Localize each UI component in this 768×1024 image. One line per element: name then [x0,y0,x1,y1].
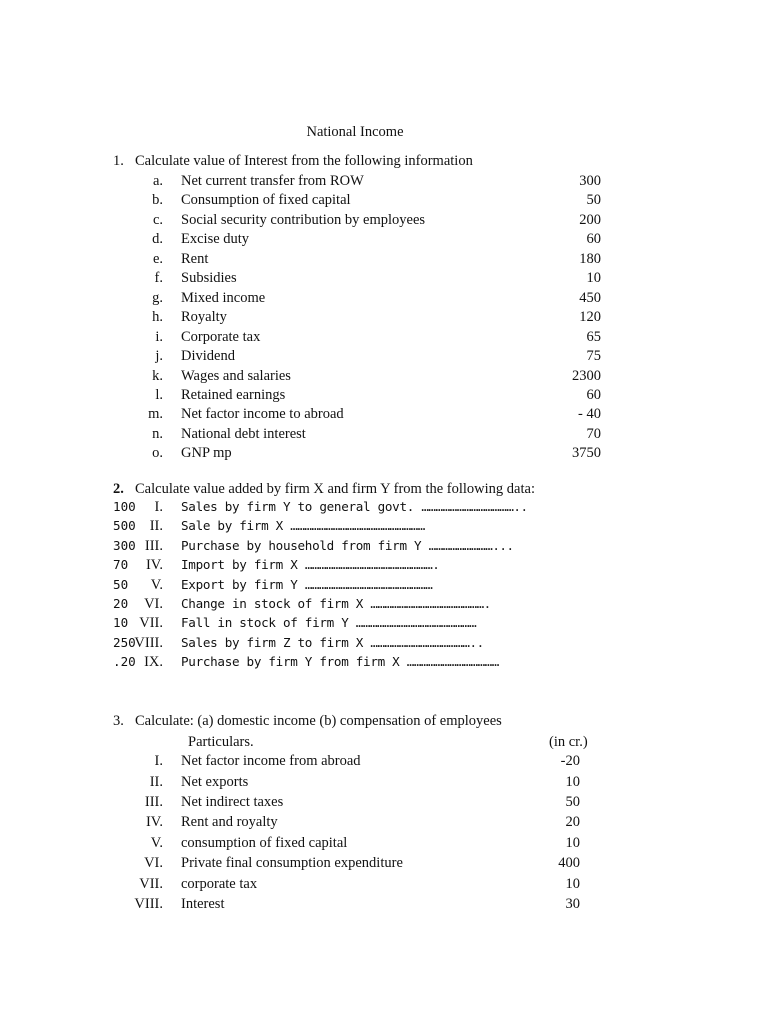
item-label: l. [155,386,163,403]
item-label: b. [152,192,163,209]
list-item [113,774,613,793]
item-label: d. [152,231,163,248]
leader-dots: ………………………………….. [421,499,528,514]
item-label: V. [150,834,163,851]
question-prompt: Calculate value of Interest from the following information [135,153,473,169]
item-value: 20 [565,814,580,831]
list-item [113,290,613,309]
question-prompt: Calculate value added by firm X and firm Y from the following data: [135,481,535,497]
list-item [113,753,613,772]
item-label: III. [144,793,163,810]
item-description: Purchase by firm Y from firm X [181,654,400,670]
item-description: Interest [181,896,225,913]
item-value: 65 [586,328,601,345]
item-value: 400 [558,855,580,872]
list-item [113,231,613,250]
item-description: Dividend [181,348,235,364]
list-item [113,192,613,211]
item-description: Fall in stock of firm Y [181,615,349,631]
item-text [181,753,361,770]
item-label: j. [155,348,163,364]
list-item [113,387,613,406]
item-label: f. [154,270,163,287]
list-item [113,348,613,367]
item-description: Corporate tax [181,328,261,345]
list-item [113,368,613,387]
leader-dots: …………………………………….. [370,634,484,650]
item-label: II. [149,518,163,535]
item-label: I. [154,753,163,769]
item-description: Sale by firm X [181,518,283,534]
item-value: 3750 [572,445,601,462]
item-text [181,251,208,268]
item-label: VIII. [134,896,163,913]
list-item [113,557,613,576]
item-text [181,835,347,852]
list-item [113,876,613,895]
leader-dots: ……………………………………………… [304,576,433,592]
item-description: Net factor income to abroad [181,406,344,423]
item-label: c. [152,211,163,228]
item-label: h. [152,309,163,326]
item-description: Change in stock of firm X [181,596,364,611]
item-value: 10 [565,773,580,790]
question-number: 2. [113,481,124,497]
item-description: National debt interest [181,425,306,442]
item-text [181,794,283,811]
list-item [113,329,613,348]
item-text [181,270,237,287]
item-text [181,387,285,404]
item-value: 250 [113,634,136,650]
item-value: 2300 [572,367,601,384]
item-description: Retained earnings [181,386,286,403]
item-description: Social security contribution by employees [181,211,426,228]
item-description: Subsidies [181,270,237,287]
item-text [181,518,425,533]
item-value: -20 [560,753,580,769]
item-text [181,406,344,423]
list-item [113,654,613,673]
item-text [181,309,227,326]
leader-dots: ………………………... [428,537,514,553]
item-text [181,290,265,307]
list-item [113,855,613,874]
list-item [113,835,613,854]
item-label: V. [150,576,163,593]
item-text [181,212,425,229]
item-value: 30 [565,896,580,913]
item-label: VII. [139,615,163,632]
item-value: 450 [579,289,601,306]
leader-dots: ………………………………… [406,654,499,670]
item-value: 10 [565,875,580,892]
item-text [181,192,351,209]
item-value: 10 [113,615,129,631]
item-label: o. [152,445,163,462]
item-text [181,231,249,248]
item-value: 50 [586,192,601,209]
item-label: g. [152,289,163,306]
item-text [181,499,528,514]
list-item [113,309,613,328]
item-label: IX. [144,654,163,671]
leader-dots: ………………………………………………… [290,518,425,534]
item-value: 50 [565,793,580,810]
item-value: - 40 [578,406,601,423]
item-value: 50 [113,576,129,592]
item-description: Rent [181,250,209,267]
item-description: Net current transfer from ROW [181,173,364,189]
item-value: 100 [113,499,136,514]
item-description: Export by firm Y [181,576,298,592]
item-label: I. [154,499,163,515]
page-title: National Income [306,124,404,140]
particulars-header: Particulars. [188,734,254,750]
item-text [181,654,499,669]
list-item [113,538,613,557]
list-item [113,406,613,425]
item-description: Royalty [181,309,227,326]
item-description: GNP mp [181,445,232,462]
item-label: VI. [144,596,163,612]
item-value: 10 [565,834,580,851]
item-value: 60 [586,231,601,248]
leader-dots: …………………………………………. [370,596,491,611]
item-text [181,896,224,913]
question-3-heading [113,713,502,730]
item-text [181,814,278,831]
item-description: Purchase by household from firm Y [181,537,422,553]
item-text [181,538,514,553]
item-description: Rent and royalty [181,814,278,831]
item-text [181,329,260,346]
item-text [181,426,306,443]
question-prompt: Calculate: (a) domestic income (b) compensation of employees [135,713,502,729]
item-label: VIII. [134,634,163,651]
item-value: 75 [586,348,601,364]
item-label: IV. [145,557,163,574]
leader-dots: …………………………………………… [355,615,477,631]
item-description: corporate tax [181,875,258,892]
list-item [113,212,613,231]
item-text [181,774,248,791]
item-label: k. [152,367,163,384]
item-text [181,577,432,592]
item-text [181,445,232,462]
item-description: Consumption of fixed capital [181,192,351,209]
list-item [113,518,613,537]
list-item [113,596,613,615]
item-description: Net indirect taxes [181,793,284,810]
item-description: Sales by firm Y to general govt. [181,499,415,514]
item-description: Mixed income [181,289,266,306]
question-number: 1. [113,153,124,169]
item-value: 300 [579,173,601,189]
item-value: 20 [113,596,129,611]
item-description: Private final consumption expenditure [181,855,403,872]
list-item [113,499,613,518]
item-text [181,855,403,872]
item-description: Net factor income from abroad [181,753,361,769]
item-description: Sales by firm Z to firm X [181,634,364,650]
item-label: VII. [139,875,163,892]
item-description: Net exports [181,773,249,790]
list-item [113,635,613,654]
unit-header: (in cr.) [549,734,588,750]
item-label: VI. [144,855,163,872]
item-label: i. [155,328,163,345]
item-text [181,368,291,385]
list-item [113,251,613,270]
item-text [181,348,235,365]
list-item [113,615,613,634]
item-value: 300 [113,537,136,553]
item-text [181,635,484,650]
item-text [181,615,476,630]
item-label: m. [148,406,163,423]
list-item [113,896,613,915]
item-label: n. [152,425,163,442]
question-number: 3. [113,713,124,729]
item-text [181,596,491,611]
item-label: a. [152,173,163,189]
item-text [181,557,439,572]
item-text [181,173,364,190]
question-1-heading [113,153,473,170]
list-item [113,426,613,445]
list-item [113,814,613,833]
list-item [113,173,613,192]
item-label: e. [152,250,163,267]
item-value: .20 [113,654,136,670]
item-description: consumption of fixed capital [181,834,348,851]
list-item [113,445,613,464]
item-text [181,876,257,893]
item-description: Wages and salaries [181,367,291,384]
item-value: 180 [579,250,601,267]
list-item [113,794,613,813]
item-label: III. [144,537,163,554]
item-value: 70 [586,425,601,442]
item-description: Excise duty [181,231,250,248]
item-label: IV. [145,814,163,831]
item-value: 70 [113,557,129,573]
item-value: 200 [579,211,601,228]
leader-dots: ………………………………………………. [304,557,440,573]
item-value: 120 [579,309,601,326]
item-label: II. [149,773,163,790]
list-item [113,577,613,596]
item-value: 500 [113,518,136,534]
item-description: Import by firm X [181,557,298,573]
item-value: 60 [586,386,601,403]
list-item [113,270,613,289]
item-value: 10 [586,270,601,287]
question-2-heading [113,481,535,498]
